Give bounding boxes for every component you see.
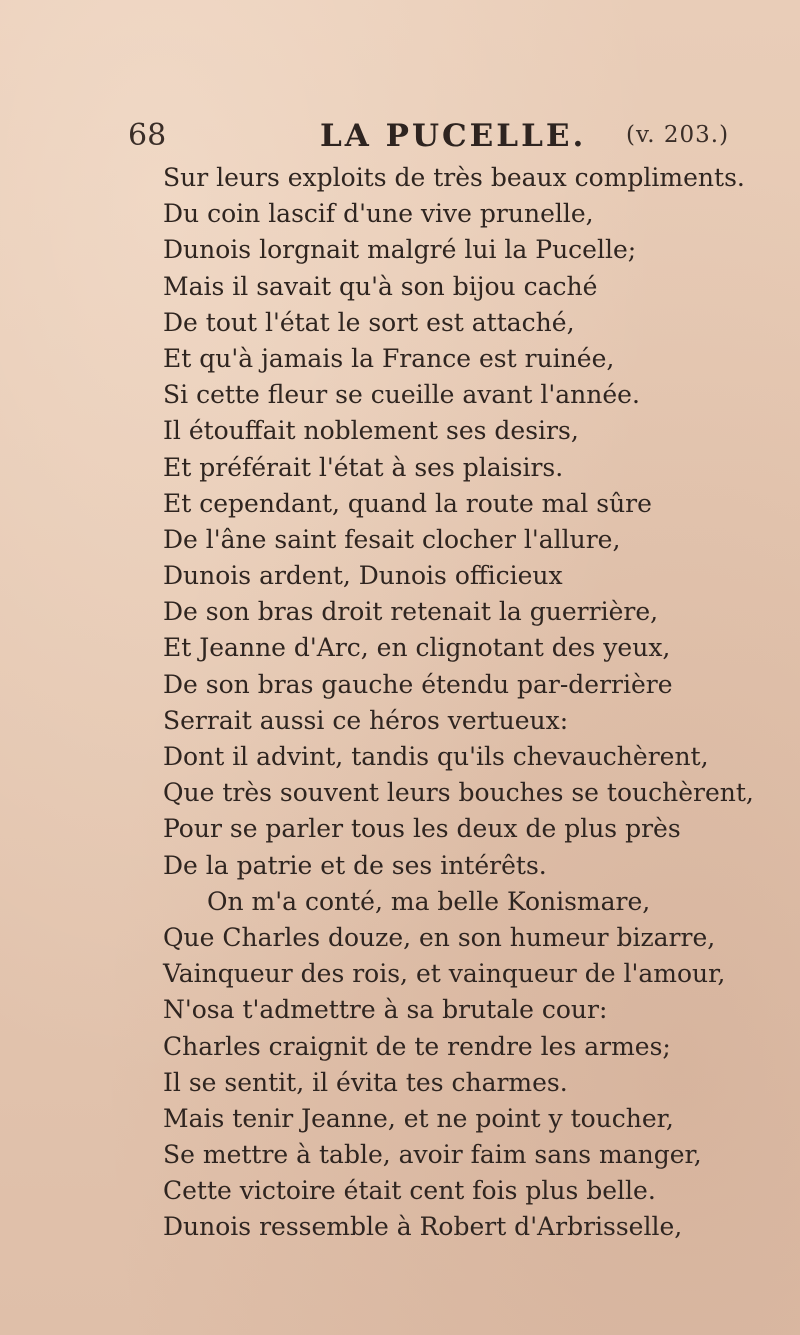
verse-line: Si cette fleur se cueille avant l'année. bbox=[163, 380, 640, 410]
verse-line: Dunois ardent, Dunois officieux bbox=[163, 561, 563, 591]
verse-line: De son bras gauche étendu par-derrière bbox=[163, 669, 673, 699]
verse-line: Que très souvent leurs bouches se touchèrent, bbox=[163, 778, 754, 808]
page-header bbox=[128, 118, 778, 162]
verse-line: Il se sentit, il évita tes charmes. bbox=[163, 1067, 568, 1097]
verse-line: N'osa t'admettre à sa brutale cour: bbox=[163, 995, 608, 1025]
verse-line: Mais il savait qu'à son bijou caché bbox=[163, 271, 598, 301]
verse-line: Cette victoire était cent fois plus belle. bbox=[163, 1176, 656, 1206]
verse-line: De la patrie et de ses intérêts. bbox=[163, 850, 547, 880]
running-title: LA PUCELLE. bbox=[320, 118, 587, 154]
verse-line: Charles craignit de te rendre les armes; bbox=[163, 1031, 671, 1061]
verse-line: Se mettre à table, avoir faim sans manger, bbox=[163, 1140, 702, 1170]
verse-line: Et préférait l'état à ses plaisirs. bbox=[163, 452, 564, 482]
verse-reference: (v. 203.) bbox=[626, 122, 730, 148]
verse-line: Sur leurs exploits de très beaux compliments. bbox=[163, 163, 745, 192]
verse-line: Serrait aussi ce héros vertueux: bbox=[163, 705, 569, 735]
verse-line: Et qu'à jamais la France est ruinée, bbox=[163, 343, 615, 373]
verse-line: Dont il advint, tandis qu'ils chevauchèrent, bbox=[163, 742, 709, 771]
verse-line: On m'a conté, ma belle Konismare, bbox=[207, 886, 651, 916]
verse-line: Que Charles douze, en son humeur bizarre, bbox=[163, 922, 716, 952]
verse-line: De l'âne saint fesait clocher l'allure, bbox=[163, 524, 621, 554]
verse-line: Dunois ressemble à Robert d'Arbrisselle, bbox=[163, 1212, 683, 1242]
verse-line: Vainqueur des rois, et vainqueur de l'amour, bbox=[163, 959, 726, 989]
verse-line: Pour se parler tous les deux de plus près bbox=[163, 814, 681, 844]
verse-line: De son bras droit retenait la guerrière, bbox=[163, 597, 659, 627]
page-number: 68 bbox=[128, 118, 167, 153]
verse-line: Mais tenir Jeanne, et ne point y toucher, bbox=[163, 1103, 674, 1133]
verse-line: Dunois lorgnait malgré lui la Pucelle; bbox=[163, 235, 637, 265]
verse-line: Il étouffait noblement ses desirs, bbox=[163, 416, 579, 446]
verse-line: Du coin lascif d'une vive prunelle, bbox=[163, 199, 594, 229]
verse-line: Et Jeanne d'Arc, en clignotant des yeux, bbox=[163, 633, 671, 663]
verse-line: Et cependant, quand la route mal sûre bbox=[163, 488, 652, 518]
poem-verses bbox=[163, 160, 763, 1246]
verse-line: De tout l'état le sort est attaché, bbox=[163, 307, 575, 337]
